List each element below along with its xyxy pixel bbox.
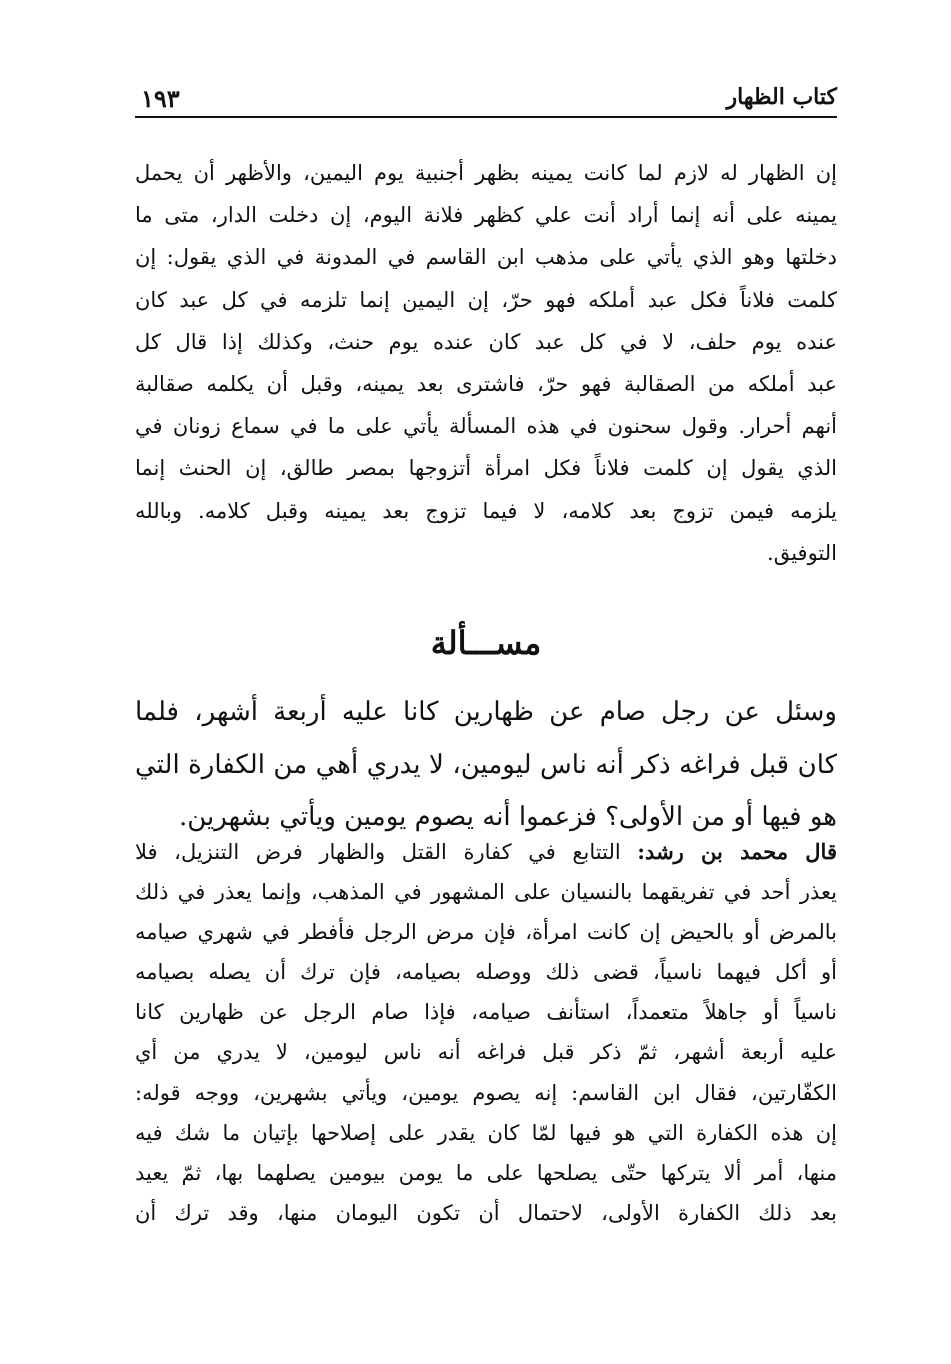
- text-line: الذي يقول إن كلمت فلاناً فكل امرأة أتزوجها بمصر طالق، إن الحنث إنما: [135, 456, 837, 481]
- page-header: [135, 80, 837, 118]
- answer-paragraph: [135, 832, 837, 1233]
- text-line: أنهم أحرار. وقول سحنون في هذه المسألة يأتي على ما في سماع زونان في: [135, 414, 837, 439]
- text-line: التوفيق.: [767, 540, 837, 565]
- text-line: منها، أمر ألا يتركها حتّى يصلحها على ما يومن بيومين يصلهما بها، ثمّ يعيد: [135, 1160, 837, 1185]
- text-line: الكفّارتين، فقال ابن القاسم: إنه يصوم يومين، ويأتي بشهرين، ووجه قوله:: [135, 1080, 837, 1105]
- text-line: أو أكل فيهما ناسياً، قضى ذلك ووصله بصيامه، فإن ترك أن يصله بصيامه: [135, 960, 837, 985]
- text-line: وسئل عن رجل صام عن ظهارين كانا عليه أربعة أشهر، فلما: [135, 697, 837, 727]
- text-line: بالمرض أو بالحيض إن كانت امرأة، فإن مرض الرجل فأفطر في شهري صيامه: [135, 920, 837, 945]
- answer-first-line-text: التتابع في كفارة القتل والظهار فرض التنزيل، فلا: [135, 840, 621, 864]
- text-line: كلمت فلاناً فكل عبد أملكه فهو حرّ، إن اليمين إنما تلزمه في كل عبد كان: [135, 287, 837, 312]
- text-line: عبد أملكه من الصقالبة فهو حرّ، فاشترى بعد يمينه، وقبل أن يكلمه صقالبة: [135, 372, 837, 397]
- text-line: عليه أربعة أشهر، ثمّ ذكر قبل فراغه أنه ناس ليومين، لا يدري من أي: [135, 1040, 837, 1065]
- text-line: دخلتها وهو الذي يأتي على مذهب ابن القاسم في المدونة في الذي يقول: إن: [135, 245, 837, 270]
- page-number: ١٩٣: [141, 84, 180, 113]
- text-line: عنده يوم حلف، لا في كل عبد كان عنده يوم حنث، وكذلك إذا قال كل: [135, 329, 837, 354]
- opening-paragraph: [135, 152, 837, 574]
- text-line: يمينه على أنه إنما أراد أنت علي كظهر فلانة اليوم، إن دخلت الدار، متى ما: [135, 203, 837, 228]
- running-title: كتاب الظهار: [726, 84, 837, 110]
- speaker-label: قال محمد بن رشد:: [637, 839, 837, 864]
- text-line: كان قبل فراغه ذكر أنه ناس ليومين، لا يدري أهي من الكفارة التي: [135, 749, 837, 780]
- text-line: يلزمه فيمن تزوج بعد كلامه، لا فيما تزوج بعد يمينه وقبل كلامه. وبالله: [135, 498, 837, 523]
- text-line: بعد ذلك الكفارة الأولى، لاحتمال أن تكون اليومان منها، وقد ترك أن: [135, 1200, 837, 1225]
- text-line: [135, 832, 837, 872]
- text-line: يعذر أحد في تفريقهما بالنسيان على المشهور في المذهب، وإنما يعذر في ذلك: [135, 880, 837, 905]
- text-line: ناسياً أو جاهلاً متعمداً، استأنف صيامه، فإذا صام الرجل عن ظهارين كانا: [135, 1000, 837, 1025]
- text-line: إن هذه الكفارة التي هو فيها لمّا كان يقدر على إصلاحها بإتيان ما شك فيه: [135, 1120, 837, 1145]
- text-line: إن الظهار له لازم لما كانت يمينه بظهر أجنبية يوم اليمين، والأظهر أن يحمل: [135, 161, 837, 185]
- section-heading: مســـألة: [430, 624, 542, 662]
- question-paragraph: [135, 686, 837, 844]
- text-line: هو فيها أو من الأولى؟ فزعموا أنه يصوم يومين ويأتي بشهرين.: [178, 802, 837, 832]
